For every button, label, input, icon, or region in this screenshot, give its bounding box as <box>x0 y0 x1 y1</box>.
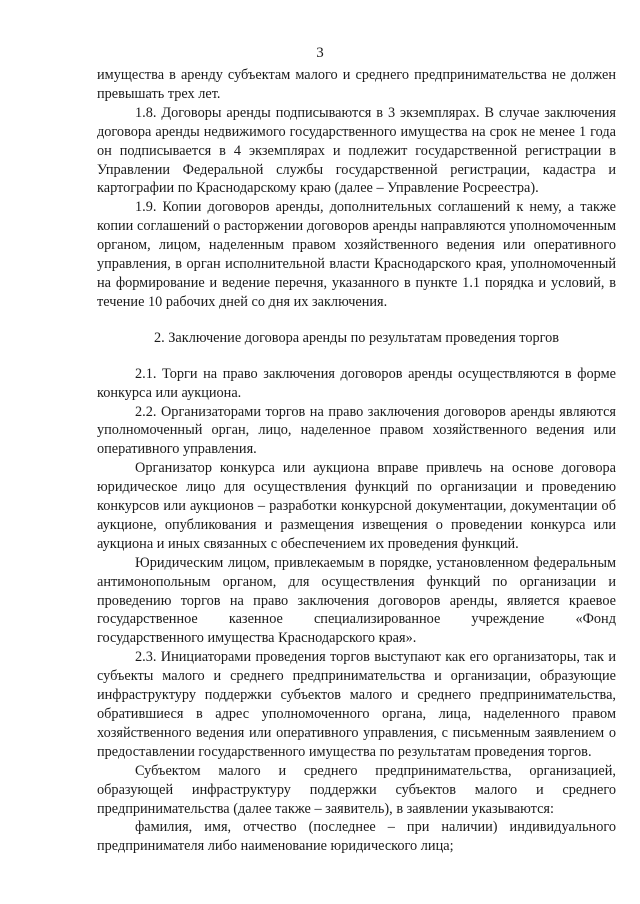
page-number: 3 <box>316 45 324 61</box>
paragraph-2-3: 2.3. Инициаторами проведения торгов выступают как его организаторы, так и субъекты малого и среднего предпринимательства и организации, образующие инфраструктуру поддержки субъектов малого и среднего предпринимательства, обратившиеся в адрес уполномоченного органа, лица, наделенного правом хозяйственного ведения или оперативного управления, с письменным заявлением о предоставлении государственного имущества по результатам проведения торгов. <box>97 649 616 760</box>
section-heading-2: 2. Заключение договора аренды по результатам проведения торгов <box>153 329 560 346</box>
paragraph-2-2: 2.2. Организаторами торгов на право заключения договоров аренды являются уполномоченный орган, лицо, наделенное правом хозяйственного ведения или оперативного управления. <box>97 403 616 458</box>
paragraph-1-9: 1.9. Копии договоров аренды, дополнительных соглашений к нему, а также копии соглашений о расторжении договоров аренды направляются уполномоченным органом, лицом, наделенным правом хозяйственного ведения или оперативного управления, в орган исполнительной власти Краснодарского края, уполномоченный на формирование и ведение перечня, указанного в пункте 1.1 порядка и условий, в течение 10 рабочих дней со дня их заключения. <box>97 199 616 310</box>
paragraph-continuation: имущества в аренду субъектам малого и среднего предпринимательства не должен превышать трех лет. <box>97 67 616 102</box>
paragraph-applicant: Субъектом малого и среднего предпринимательства, организацией, образующей инфраструктуру поддержки субъектов малого и среднего предпринимательства (далее также – заявитель), в заявлении указываются: <box>97 762 616 817</box>
paragraph-2-1: 2.1. Торги на право заключения договоров аренды осуществляются в форме конкурса или аукциона. <box>97 365 616 401</box>
paragraph-legal-entity: Юридическим лицом, привлекаемым в порядке, установленном федеральным антимонопольным органом, для осуществления функций по организации и проведению торгов на право заключения договоров аренды, является краевое государственное казенное специализированное учреждение «Фонд государственного имущества Краснодарского края». <box>97 554 616 647</box>
paragraph-1-8: 1.8. Договоры аренды подписываются в 3 экземплярах. В случае заключения договора аренды недвижимого государственного имущества на срок не менее 1 года он подписывается в 4 экземплярах и подлежит государственной регистрации в Управлении Федеральной службы государственной регистрации, кадастра и картографии по Краснодарскому краю (далее – Управление Росреестра). <box>97 104 616 197</box>
document-body <box>97 66 616 856</box>
paragraph-organizer: Организатор конкурса или аукциона вправе привлечь на основе договора юридическое лицо для осуществления функций по организации и проведению конкурсов или аукционов – разработки конкурсной документации, документации об аукционе, опубликования и размещения извещения о проведении конкурса или аукциона и иных связанных с обеспечением их проведения функций. <box>97 460 616 552</box>
paragraph-name-item: фамилия, имя, отчество (последнее – при наличии) индивидуального предпринимателя либо наименование юридического лица; <box>97 819 616 855</box>
